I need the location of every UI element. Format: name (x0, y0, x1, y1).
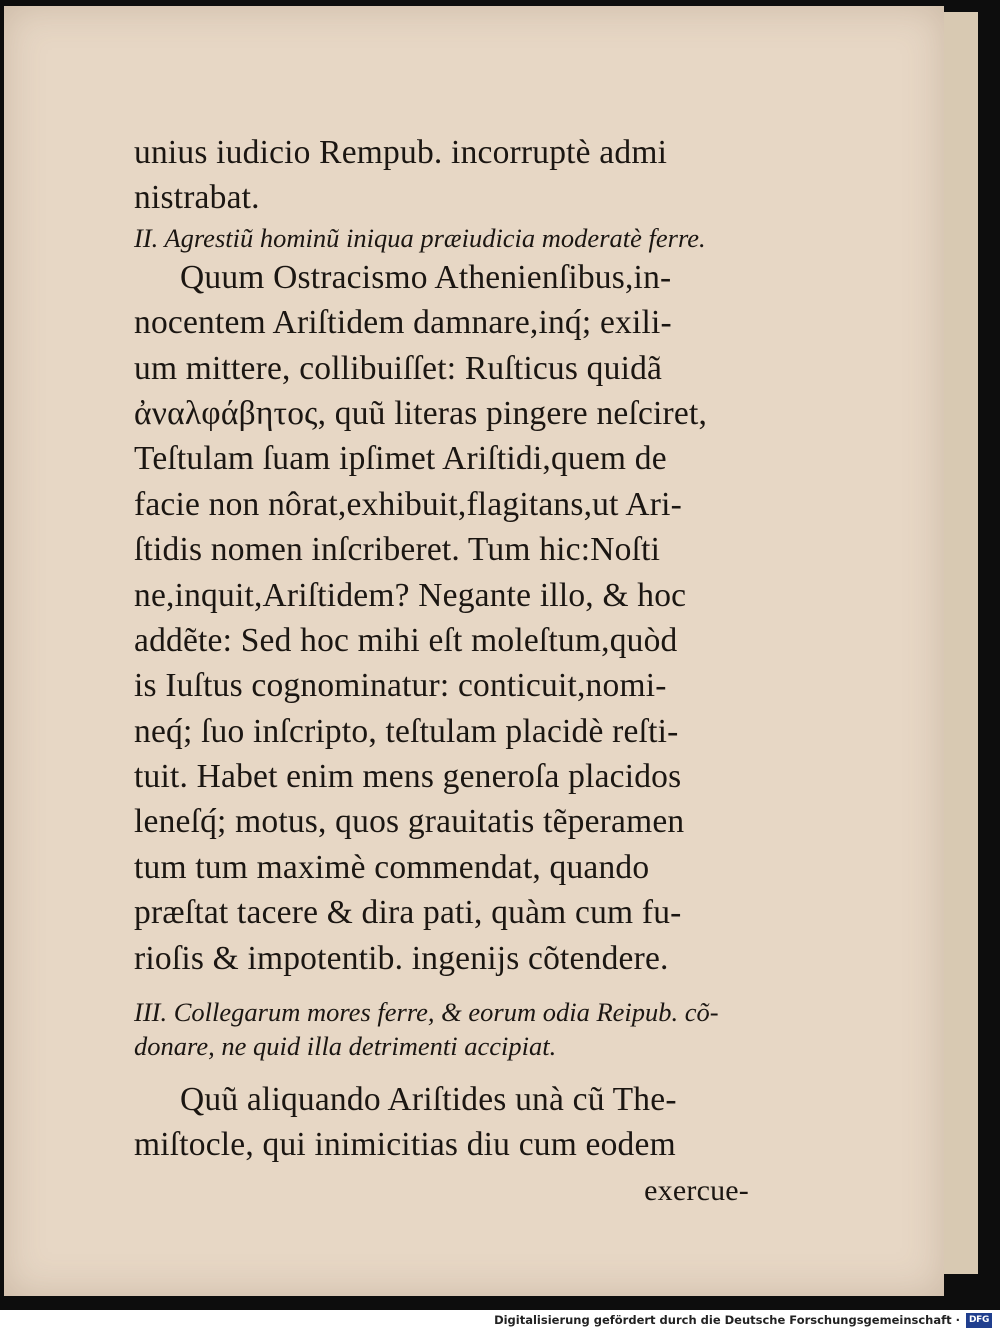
text-line: leneſq́; motus, quos grauitatis tẽperamen (134, 803, 685, 841)
text-line: tum tum maximè commendat, quando (134, 848, 650, 886)
text-line: miſtocle, qui inimicitias diu cum eodem (134, 1126, 676, 1164)
text-line: nistrabat. (134, 179, 260, 217)
text-line-greek: ἀναλφάβητος, quũ literas pingere neſciret, (134, 394, 708, 432)
funding-credit: Digitalisierung gefördert durch die Deutsche Forschungsgemeinschaft · (494, 1313, 960, 1327)
section-heading-3 (134, 995, 759, 1063)
text-line: neq́; ſuo inſcripto, teſtulam placidè reſti- (134, 712, 679, 750)
catchword: exercue- (644, 1173, 749, 1207)
text-line: præſtat tacere & dira pati, quàm cum fu- (134, 894, 682, 932)
section-heading-3-line-2: donare, ne quid illa detrimenti accipiat. (134, 1031, 557, 1062)
text-line: Teſtulam ſuam ipſimet Ariſtidi,quem de (134, 440, 667, 478)
book-page (4, 6, 944, 1296)
section-heading-3-line-1: III. Collegarum mores ferre, & eorum odia Reipub. cõ- (134, 997, 719, 1028)
text-line: ſtidis nomen inſcriberet. Tum hic:Noſti (134, 531, 661, 569)
text-line: unius iudicio Rempub. incorruptè admi (134, 134, 668, 171)
section-heading-2: II. Agrestiũ hominũ iniqua præiudicia moderatè ferre. (134, 222, 706, 253)
page-text (134, 130, 759, 1213)
paragraph-first-line: Quum Ostracismo Athenienſibus,in- (180, 258, 672, 296)
text-line: facie non nôrat,exhibuit,flagitans,ut Ari- (134, 485, 682, 523)
paragraph-first-line: Quũ aliquando Ariſtides unà cũ The- (180, 1081, 677, 1119)
text-line: rioſis & impotentib. ingenijs cõtendere. (134, 939, 669, 977)
text-line: ne,inquit,Ariſtidem? Negante illo, & hoc (134, 576, 687, 614)
dfg-logo-icon: DFG (966, 1313, 992, 1328)
text-line: nocentem Ariſtidem damnare,inq́; exili- (134, 304, 672, 342)
text-line: um mittere, collibuiſſet: Ruſticus quidã (134, 349, 663, 387)
text-line: is Iuſtus cognominatur: conticuit,nomi- (134, 667, 667, 705)
footer-bar (0, 1310, 1000, 1332)
text-line: tuit. Habet enim mens generoſa placidos (134, 758, 682, 796)
text-line: addẽte: Sed hoc mihi eſt moleſtum,quòd (134, 621, 678, 659)
